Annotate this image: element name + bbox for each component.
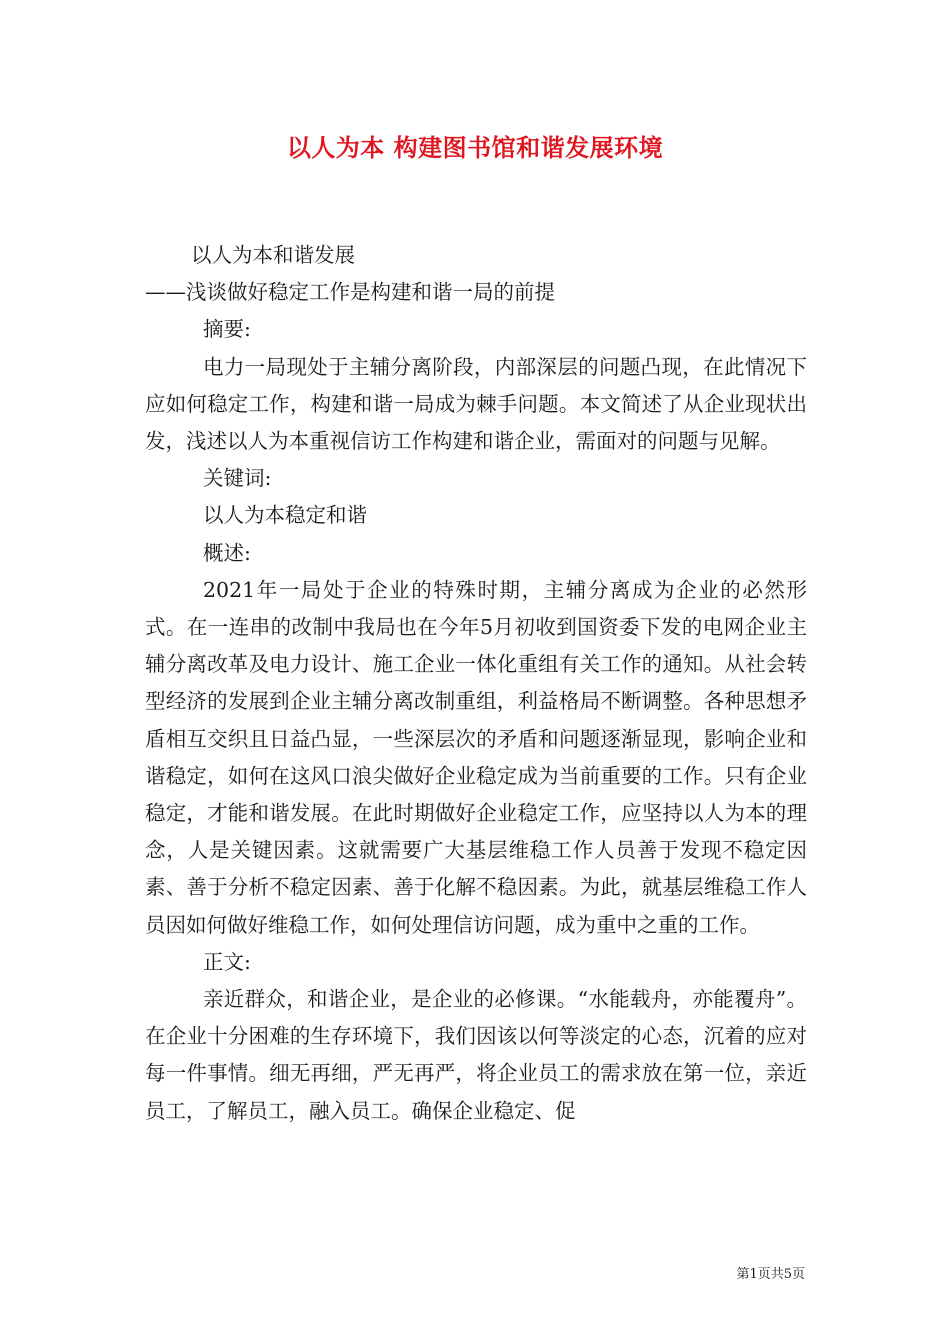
abstract-label: 摘要: (203, 317, 251, 342)
article-heading: 以人为本和谐发展 (191, 243, 355, 267)
article-subheading: ——浅谈做好稳定工作是构建和谐一局的前提 (145, 280, 555, 305)
keywords-paragraph: 以人为本稳定和谐 (203, 503, 367, 528)
document-body (145, 237, 807, 1130)
page-number-footer: 第1页共5页 (736, 1267, 805, 1282)
body-label: 正文: (203, 949, 251, 974)
abstract-paragraph: 电力一局现处于主辅分离阶段，内部深层的问题凸现，在此情况下应如何稳定工作，构建和谐一局成为棘手问题。本文简述了从企业现状出发，浅述以人为本重视信访工作构建和谐企业，需面对的问题与见解。 (145, 354, 807, 454)
body-paragraph: 亲近群众，和谐企业，是企业的必修课。“水能载舟，亦能覆舟”。在企业十分困难的生存环境下，我们因该以何等淡定的心态，沉着的应对每一件事情。细无再细，严无再严，将企业员工的需求放在第一位，亲近员工，了解员工，融入员工。确保企业稳定、促 (145, 987, 807, 1123)
overview-label: 概述: (203, 540, 251, 565)
overview-paragraph: 2021年一局处于企业的特殊时期，主辅分离成为企业的必然形式。在一连串的改制中我局也在今年5月初收到国资委下发的电网企业主辅分离改革及电力设计、施工企业一体化重组有关工作的通知。从社会转型经济的发展到企业主辅分离改制重组，利益格局不断调整。各种思想矛盾相互交织且日益凸显，一些深层次的矛盾和问题逐渐显现，影响企业和谐稳定，如何在这风口浪尖做好企业稳定成为当前重要的工作。只有企业稳定，才能和谐发展。在此时期做好企业稳定工作，应坚持以人为本的理念，人是关键因素。这就需要广大基层维稳工作人员善于发现不稳定因素、善于分析不稳定因素、善于化解不稳因素。为此，就基层维稳工作人员因如何做好维稳工作，如何处理信访问题，成为重中之重的工作。 (145, 577, 807, 937)
keywords-label: 关键词: (203, 466, 272, 491)
document-title: 以人为本 构建图书馆和谐发展环境 (286, 133, 664, 162)
